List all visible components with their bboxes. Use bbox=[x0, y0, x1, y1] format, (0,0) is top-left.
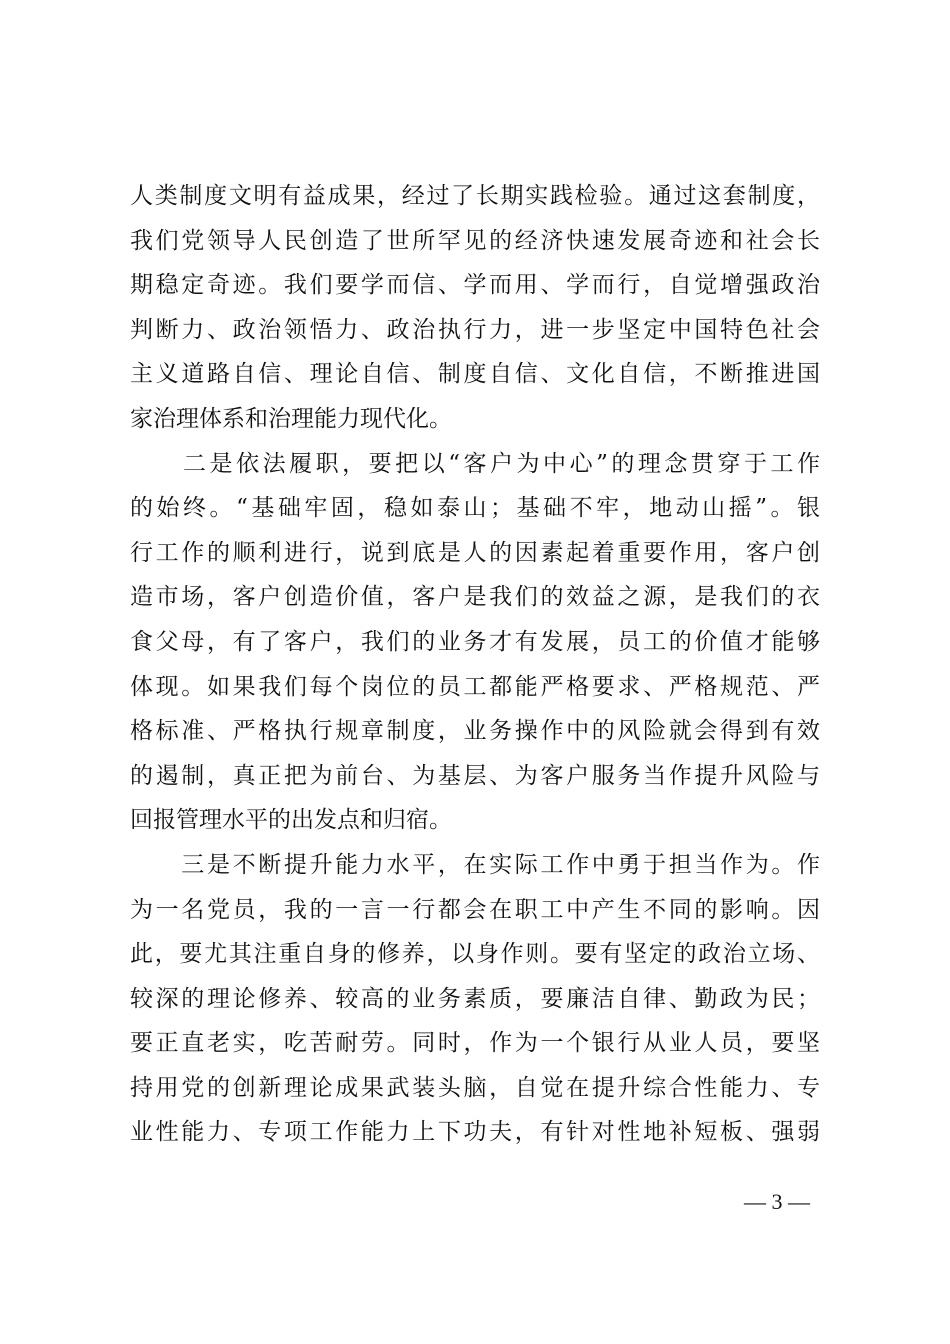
text-line: 持用党的创新理论成果武装头脑，自觉在提升综合性能力、专 bbox=[130, 1074, 820, 1101]
text-line: 人类制度文明有益成果，经过了长期实践检验。通过这套制度， bbox=[130, 183, 820, 209]
text-line: 体现。如果我们每个岗位的员工都能严格要求、严格规范、严 bbox=[130, 673, 820, 700]
text-line: 较深的理论修养、较高的业务素质，要廉洁自律、勤政为民； bbox=[130, 985, 820, 1012]
text-line: 主义道路自信、理论自信、制度自信、文化自信，不断推进国 bbox=[130, 361, 820, 388]
text-line: 的始终。“基础牢固，稳如泰山；基础不牢，地动山摇”。银 bbox=[130, 495, 820, 522]
text-line: 期稳定奇迹。我们要学而信、学而用、学而行，自觉增强政治 bbox=[130, 272, 820, 299]
text-line: 三是不断提升能力水平，在实际工作中勇于担当作为。作 bbox=[130, 851, 820, 878]
paragraph-3 bbox=[130, 843, 820, 1155]
paragraph-1 bbox=[130, 174, 820, 442]
text-line: 行工作的顺利进行，说到底是人的因素起着重要作用，客户创 bbox=[130, 539, 820, 566]
text-line: 要正直老实，吃苦耐劳。同时，作为一个银行从业人员，要坚 bbox=[130, 1030, 820, 1057]
text-line: 为一名党员，我的一言一行都会在职工中产生不同的影响。因 bbox=[130, 896, 820, 923]
text-line: 判断力、政治领悟力、政治执行力，进一步坚定中国特色社会 bbox=[130, 316, 820, 343]
text-line: 的遏制，真正把为前台、为基层、为客户服务当作提升风险与 bbox=[130, 762, 820, 789]
text-line: 回报管理水平的出发点和归宿。 bbox=[130, 807, 452, 834]
text-line: 此，要尤其注重自身的修养，以身作则。要有坚定的政治立场、 bbox=[130, 941, 820, 968]
text-line: 我们党领导人民创造了世所罕见的经济快速发展奇迹和社会长 bbox=[130, 227, 820, 254]
text-line: 食父母，有了客户，我们的业务才有发展，员工的价值才能够 bbox=[130, 628, 820, 655]
text-line: 造市场，客户创造价值，客户是我们的效益之源，是我们的衣 bbox=[130, 584, 820, 611]
text-line: 业性能力、专项工作能力上下功夫，有针对性地补短板、强弱 bbox=[130, 1119, 820, 1146]
body-text bbox=[130, 174, 820, 1155]
page-number: — 3 — bbox=[744, 1189, 810, 1214]
text-line: 格标准、严格执行规章制度，业务操作中的风险就会得到有效 bbox=[130, 718, 820, 745]
text-line: 家治理体系和治理能力现代化。 bbox=[130, 405, 452, 432]
text-line: 二是依法履职，要把以“客户为中心”的理念贯穿于工作 bbox=[130, 450, 820, 477]
paragraph-2 bbox=[130, 442, 820, 843]
